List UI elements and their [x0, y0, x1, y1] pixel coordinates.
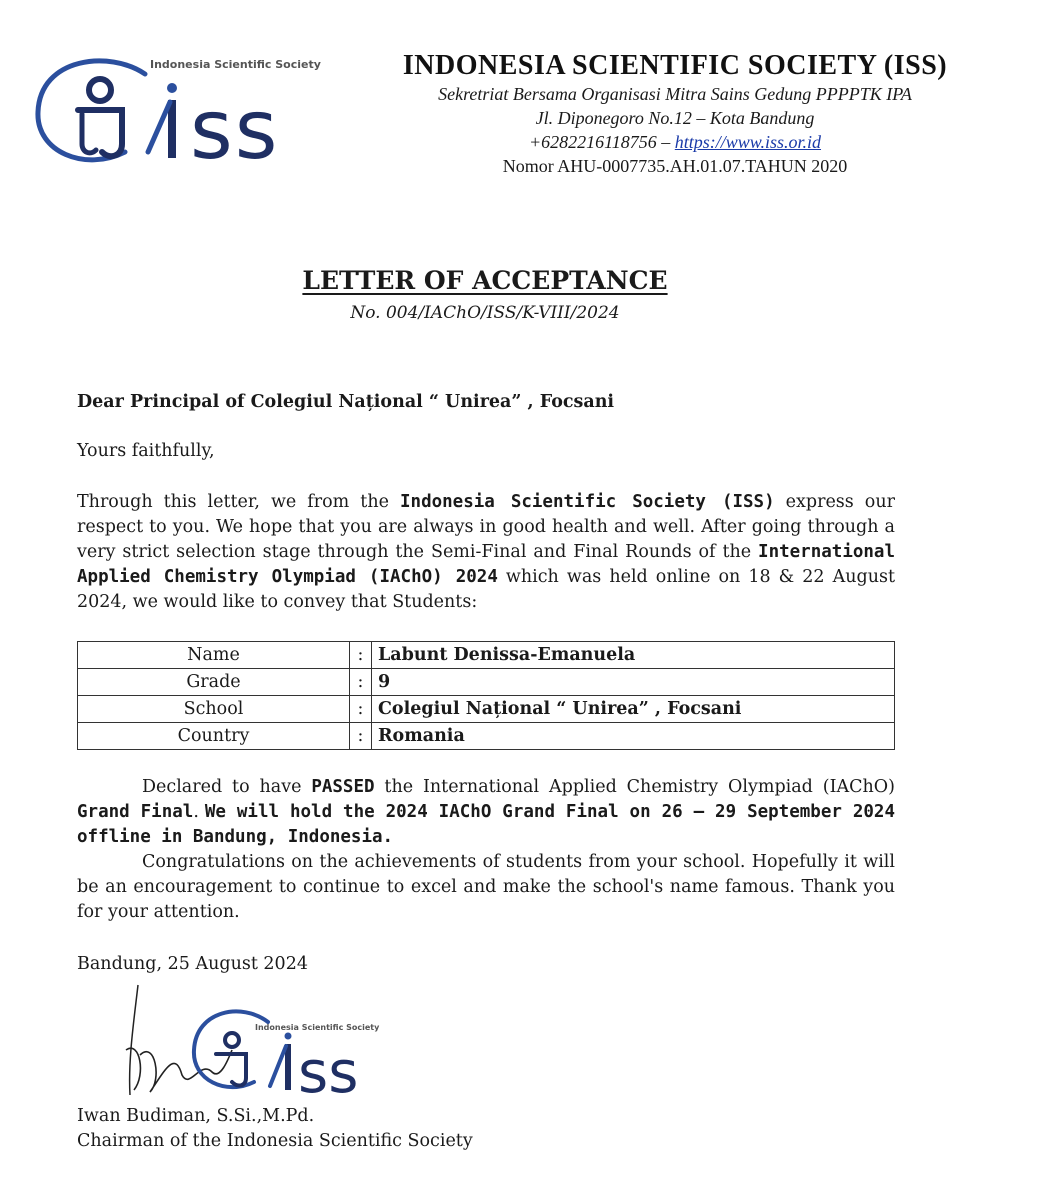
- signer-block: [77, 1104, 895, 1154]
- intro-text-b: express our respect to you. We hope that you are always in good health and well. After going through a very strict selection stage through the Semi-Final and Final Rounds of the: [77, 492, 895, 562]
- letter-number: No. 004/IAChO/ISS/K-VIII/2024: [350, 303, 620, 323]
- intro-event: International Applied Chemistry Olympiad (IAChO) 2024: [77, 542, 895, 587]
- row-colon: :: [350, 642, 372, 669]
- address-line-2: Jl. Diponegoro No.12 – Kota Bandung: [535, 108, 815, 128]
- grand-final-text: Grand Final: [77, 802, 194, 822]
- passed-text: PASSED: [311, 777, 375, 797]
- signature-graphic: [120, 980, 390, 1105]
- result-text-c: .: [193, 802, 205, 822]
- row-colon: :: [350, 669, 372, 696]
- row-colon: :: [350, 723, 372, 750]
- org-header: [360, 50, 990, 178]
- table-row: [78, 669, 895, 696]
- result-paragraphs: [77, 775, 895, 925]
- result-text-b: the International Applied Chemistry Olympiad (IAChO): [374, 777, 895, 797]
- letter-title: [0, 266, 970, 295]
- stamp-tagline: Indonesia Scientific Society: [255, 1023, 380, 1032]
- letter-title-text: LETTER OF ACCEPTANCE: [302, 266, 668, 295]
- svg-text:ss: ss: [298, 1038, 359, 1105]
- table-row: [78, 723, 895, 750]
- org-name: INDONESIA SCIENTIFIC SOCIETY (ISS): [402, 50, 948, 81]
- phone-number: +6282216118756 –: [528, 132, 675, 152]
- event-schedule-text: We will hold the 2024 IAChO Grand Final on 26 – 29 September 2024 offline in Bandung, Indonesia.: [77, 802, 895, 847]
- table-row: [78, 696, 895, 723]
- intro-org: Indonesia Scientific Society (ISS): [400, 492, 775, 512]
- row-value: Labunt Denissa-Emanuela: [372, 642, 895, 669]
- signature-stamp: [120, 980, 390, 1105]
- website-link[interactable]: https://www.iss.or.id: [674, 132, 822, 152]
- row-value: Colegiul Național “ Unirea” , Focsani: [372, 696, 895, 723]
- intro-text-c: which was held online on 18 & 22 August 2024, we would like to convey that Students:: [77, 567, 895, 612]
- row-label: Country: [78, 723, 350, 750]
- row-value: 9: [372, 669, 895, 696]
- row-value: Romania: [372, 723, 895, 750]
- signer-name: Iwan Budiman, S.Si.,M.Pd.: [77, 1106, 315, 1126]
- registration-number: Nomor AHU-0007735.AH.01.07.TAHUN 2020: [502, 156, 848, 176]
- address-line-1: Sekretriat Bersama Organisasi Mitra Sains Gedung PPPPTK IPA: [438, 84, 912, 104]
- letter-date: Bandung, 25 August 2024: [77, 954, 308, 974]
- intro-text-a: Through this letter, we from the: [77, 492, 400, 512]
- result-paragraph: [77, 775, 895, 850]
- row-label: Name: [78, 642, 350, 669]
- result-text-a: Declared to have: [142, 777, 312, 797]
- row-label: Grade: [78, 669, 350, 696]
- svg-text:ss: ss: [190, 83, 280, 172]
- logo-tagline: Indonesia Scientific Society: [150, 58, 321, 71]
- greeting: Yours faithfully,: [77, 441, 215, 461]
- closing-paragraph: Congratulations on the achievements of students from your school. Hopefully it will be an encouragement to continue to excel and make the school's name famous. Thank you for your attention.: [77, 852, 895, 922]
- intro-paragraph: [77, 490, 895, 615]
- row-colon: :: [350, 696, 372, 723]
- row-label: School: [78, 696, 350, 723]
- student-table: [77, 641, 895, 750]
- contact-line: [360, 130, 990, 154]
- table-row: [78, 642, 895, 669]
- salutation: Dear Principal of Colegiul Național “ Unirea” , Focsani: [77, 392, 615, 412]
- signer-title: Chairman of the Indonesia Scientific Society: [77, 1131, 473, 1151]
- iss-logo: [30, 52, 330, 172]
